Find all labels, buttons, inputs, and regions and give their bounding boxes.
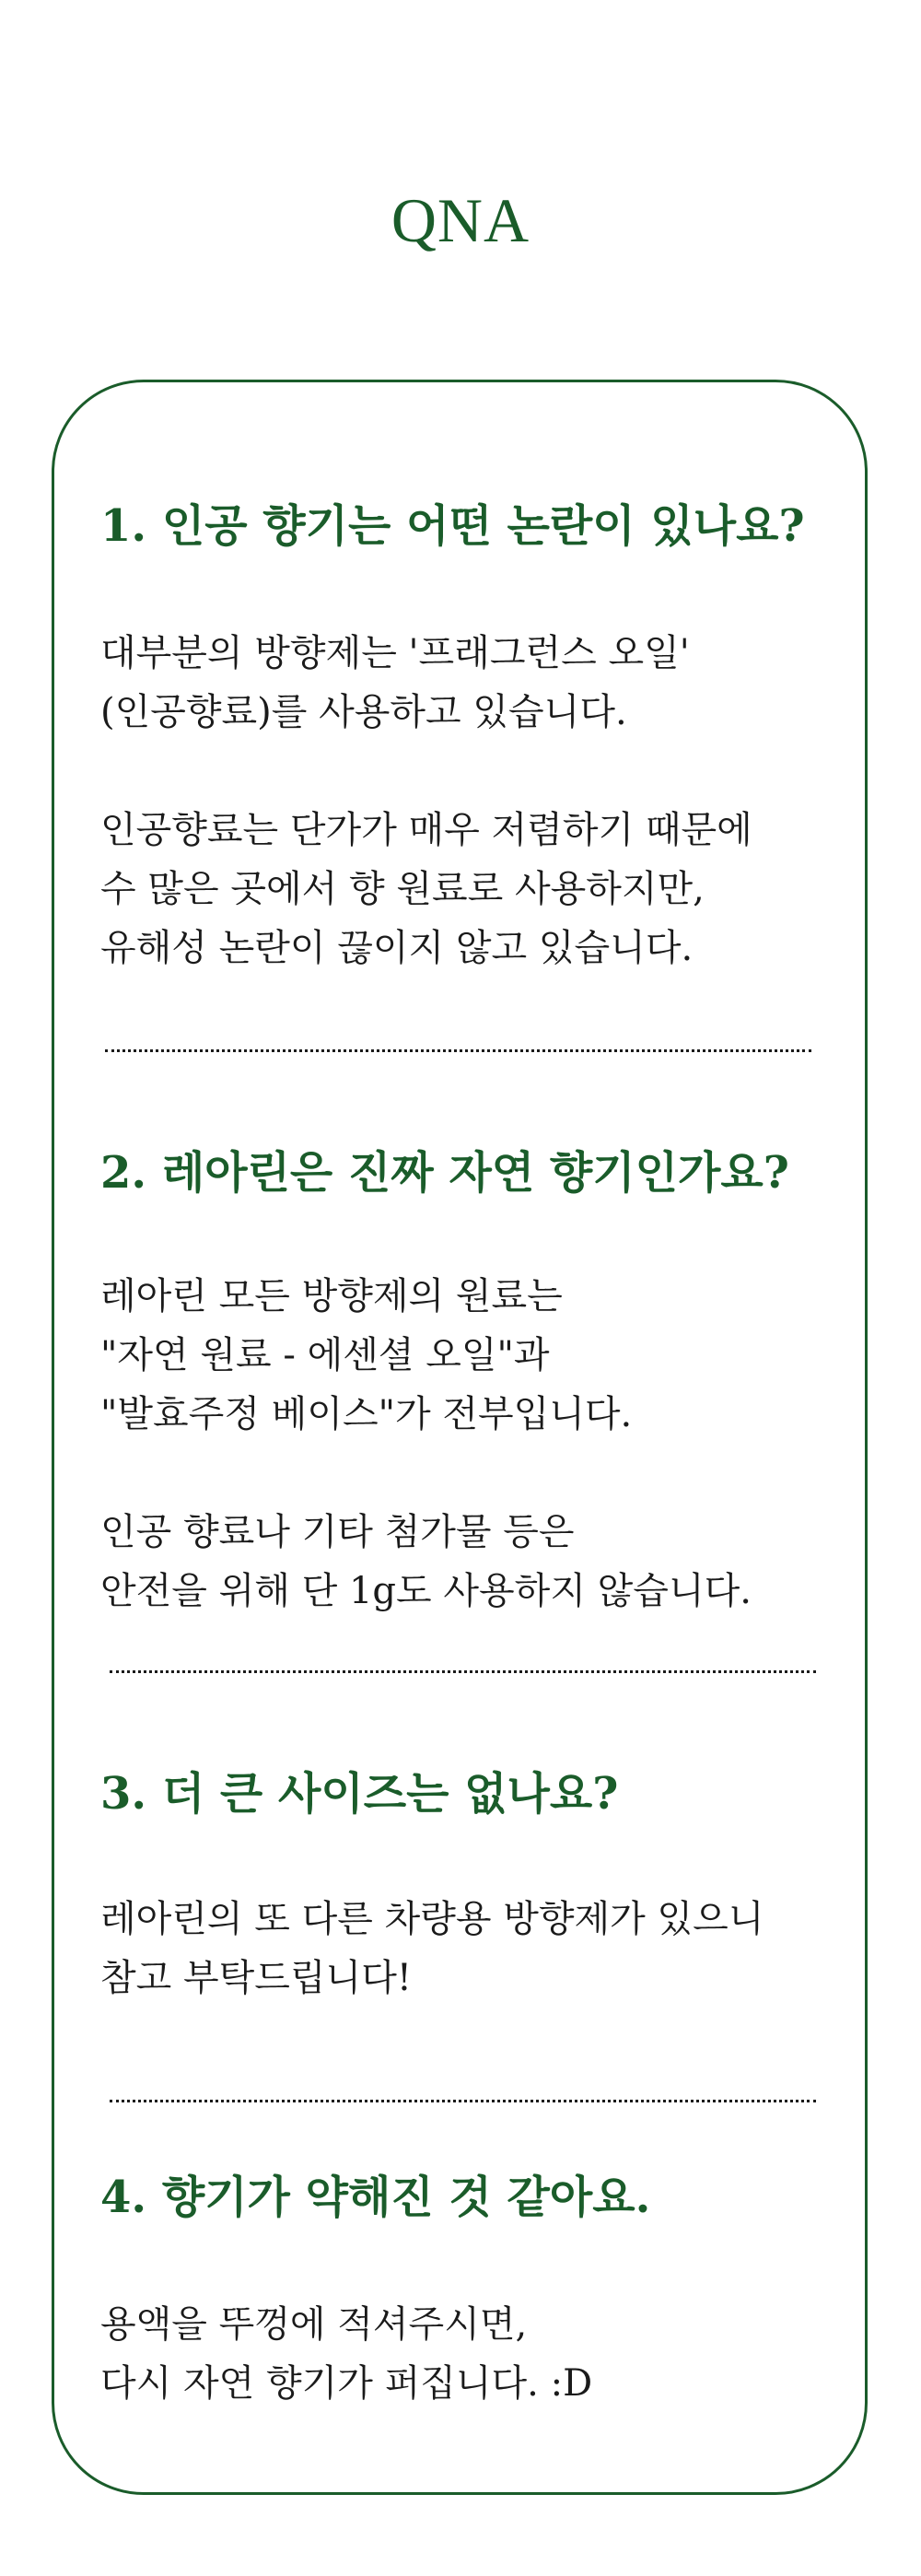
answer-line: "자연 원료 - 에센셜 오일"과 bbox=[100, 1334, 550, 1376]
answer-line: 레아린의 또 다른 차량용 방향제가 있으니 bbox=[100, 1898, 764, 1940]
question-4-title: 4. 향기가 약해진 것 같아요. bbox=[100, 2172, 651, 2223]
answer-4 bbox=[100, 2295, 592, 2413]
answer-line: 대부분의 방향제는 '프래그런스 오일' bbox=[100, 632, 690, 674]
answer-3 bbox=[100, 1890, 764, 2008]
answer-1-paragraph-2 bbox=[100, 801, 752, 978]
question-2-title: 2. 레아린은 진짜 자연 향기인가요? bbox=[100, 1147, 789, 1199]
divider bbox=[110, 2100, 816, 2102]
answer-line: "발효주정 베이스"가 전부입니다. bbox=[100, 1393, 633, 1435]
answer-line: 유해성 논란이 끊이지 않고 있습니다. bbox=[100, 927, 694, 969]
answer-2-paragraph-2 bbox=[100, 1503, 752, 1621]
page-title: QNA bbox=[391, 185, 530, 255]
answer-line: 레아린 모든 방향제의 원료는 bbox=[100, 1275, 563, 1317]
answer-line: 안전을 위해 단 1g도 사용하지 않습니다. bbox=[100, 1570, 752, 1612]
divider bbox=[105, 1049, 811, 1052]
qna-card bbox=[52, 380, 868, 2495]
answer-1-paragraph-1 bbox=[100, 624, 752, 742]
answer-line: (인공향료)를 사용하고 있습니다. bbox=[100, 691, 627, 733]
answer-line: 용액을 뚜껑에 적셔주시면, bbox=[100, 2303, 528, 2346]
answer-line: 다시 자연 향기가 퍼집니다. :D bbox=[100, 2362, 593, 2405]
answer-2 bbox=[100, 1267, 752, 1621]
answer-line: 수 많은 곳에서 향 원료로 사용하지만, bbox=[100, 868, 705, 910]
answer-line: 인공향료는 단가가 매우 저렴하기 때문에 bbox=[100, 809, 752, 851]
divider bbox=[110, 1670, 816, 1673]
question-3-title: 3. 더 큰 사이즈는 없나요? bbox=[100, 1768, 619, 1820]
answer-4-paragraph-1 bbox=[100, 2295, 592, 2413]
answer-line: 참고 부탁드립니다! bbox=[100, 1957, 412, 1999]
answer-1 bbox=[100, 624, 752, 978]
answer-2-paragraph-1 bbox=[100, 1267, 752, 1444]
question-1-title: 1. 인공 향기는 어떤 논란이 있나요? bbox=[100, 500, 805, 552]
answer-line: 인공 향료나 기타 첨가물 등은 bbox=[100, 1511, 575, 1553]
answer-3-paragraph-1 bbox=[100, 1890, 764, 2008]
